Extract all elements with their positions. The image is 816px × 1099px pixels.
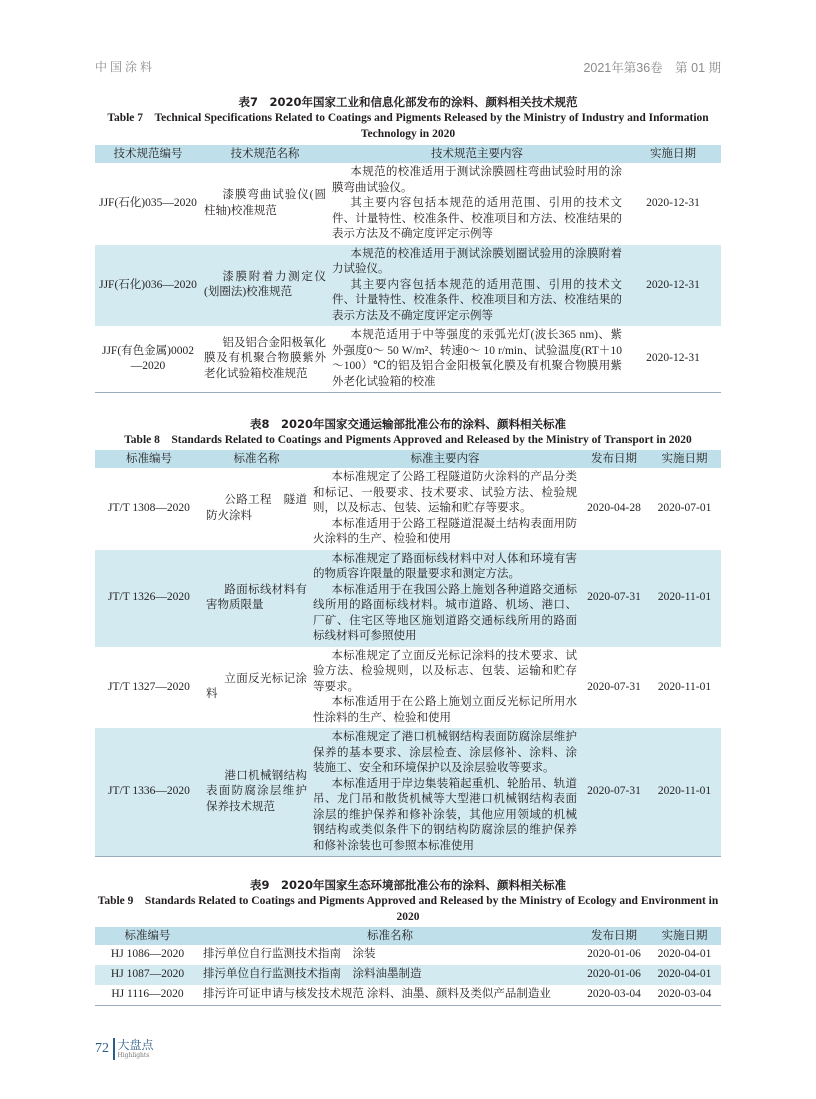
name-cell	[203, 468, 310, 550]
content-cell	[310, 468, 580, 550]
content-cell	[329, 163, 625, 245]
content-paragraph: 本标准适用于在我国公路上施划各种道路交通标线所用的路面标线材料。城市道路、机场、港口、厂矿、住宅区等地区施划道路交通标线所用的路面标线材料可参照使用	[313, 583, 577, 642]
content-paragraph: 本标准规定了立面反光标记涂料的技术要求、试验方法、检验规则，以及标志、包装、运输和贮存等要求。	[313, 649, 577, 693]
code-cell: JT/T 1327—2020	[108, 680, 190, 693]
content-paragraph: 本标准规定了路面标线材料中对人体和环境有害的物质容许限量的限量要求和测定方法。	[313, 552, 577, 580]
table-row	[95, 245, 721, 327]
content-paragraph: 本规范的校准适用于测试涂膜圆柱弯曲试验时用的涂膜弯曲试验仪。	[332, 166, 622, 194]
table-row	[95, 965, 721, 985]
date-cell: 2020-12-31	[646, 197, 700, 209]
column-header: 发布日期	[580, 927, 648, 945]
column-header: 技术规范编号	[95, 145, 201, 163]
table-row	[95, 985, 721, 1005]
column-header: 标准主要内容	[310, 450, 580, 468]
code-cell: JT/T 1308—2020	[108, 502, 190, 514]
standard-name: 路面标线材料有害物质限量	[206, 583, 307, 611]
table8	[95, 450, 721, 857]
standard-name: 公路工程 隧道防火涂料	[206, 494, 307, 522]
content-cell	[329, 245, 625, 327]
date-cell: 2020-04-01	[657, 948, 712, 961]
table-row	[95, 647, 721, 729]
footer-divider	[113, 1038, 115, 1060]
standard-name: 港口机械钢结构表面防腐涂层维护保养技术规范	[206, 769, 307, 813]
page-footer	[95, 1038, 154, 1060]
date-cell: 2020-07-01	[657, 502, 712, 514]
column-header: 实施日期	[625, 145, 721, 163]
code-cell: JT/T 1336—2020	[95, 728, 203, 857]
column-header: 实施日期	[648, 927, 721, 945]
column-header: 标准编号	[95, 450, 203, 468]
date-cell: 2020-04-01	[648, 965, 721, 985]
table9	[95, 927, 721, 1006]
code-cell: JJF(有色金属)0002—2020	[95, 326, 201, 393]
date-cell: 2020-12-31	[625, 245, 721, 327]
code-cell: HJ 1116—2020	[95, 985, 200, 1005]
table8-caption	[95, 416, 721, 448]
column-header: 标准名称	[200, 927, 580, 945]
code-cell: JT/T 1326—2020	[95, 550, 203, 647]
content-paragraph: 本标准规定了公路工程隧道防火涂料的产品分类和标记、一般要求、技术要求、试验方法、检验规则，以及标志、包装、运输和贮存等要求。	[313, 471, 577, 514]
content-paragraph: 其主要内容包括本规范的适用范围、引用的技术文件、计量特性、校准条件、校准项目和方法、校准结果的表示方法及不确定度评定示例等	[332, 197, 622, 240]
pub-cell: 2020-01-06	[580, 965, 648, 985]
section-subtitle: Highlights	[117, 1051, 150, 1059]
content-paragraph: 本规范的校准适用于测试涂膜划圈试验用的涂膜附着力试验仪。	[332, 247, 622, 275]
column-header: 标准名称	[203, 450, 310, 468]
table-row	[95, 945, 721, 965]
standard-name: 立面反光标记涂料	[206, 672, 307, 701]
code-cell: JJF(石化)035—2020	[99, 197, 197, 209]
standard-name: 漆膜附着力测定仪(划圈法)校准规范	[204, 270, 326, 299]
column-header: 发布日期	[580, 450, 648, 468]
content-paragraph: 本标准适用于岸边集装箱起重机、轮胎吊、轨道吊、龙门吊和散货机械等大型港口机械钢结构表面涂层的维护保养和修补涂装，其他应用领域的机械钢结构或类似条件下的钢结构防腐涂层的维护保养和修补涂装也可参照本标准使用	[313, 777, 577, 852]
table8-caption-zh: 表8 2020年国家交通运输部批准公布的涂料、颜料相关标准	[249, 417, 566, 431]
column-header: 实施日期	[648, 450, 721, 468]
pub-cell: 2020-03-04	[580, 985, 648, 1005]
code-cell: HJ 1087—2020	[95, 965, 200, 985]
table9-caption	[95, 877, 721, 925]
table-row	[95, 326, 721, 393]
code-cell: HJ 1086—2020	[110, 948, 185, 961]
content-cell	[329, 326, 625, 393]
pub-cell: 2020-07-31	[580, 550, 648, 647]
standard-name: 铝及铝合金阳极氧化膜及有机聚合物膜紫外老化试验箱校准规范	[204, 336, 326, 380]
name-cell	[203, 550, 310, 647]
date-cell: 2020-11-01	[648, 550, 721, 647]
name-cell: 排污单位自行监测技术指南 涂装	[203, 948, 376, 961]
table8-caption-en: Table 8 Standards Related to Coatings and Pigments Approved and Released by the Ministry of Transport in 2020	[124, 434, 692, 446]
code-cell: JJF(石化)036—2020	[95, 245, 201, 327]
pub-cell: 2020-01-06	[587, 948, 641, 961]
content-paragraph: 本标准适用于公路工程隧道混凝土结构表面用防火涂料的生产、检验和使用	[313, 517, 577, 545]
table7-caption-zh: 表7 2020年国家工业和信息化部发布的涂料、颜料相关技术规范	[238, 95, 578, 109]
pub-cell: 2020-07-31	[587, 680, 641, 693]
journal-name: 中国涂料	[95, 60, 156, 74]
table9-caption-en: Table 9 Standards Related to Coatings and Pigments Approved and Released by the Ministry of Ecology and Environment in 2020	[97, 895, 719, 923]
date-cell: 2020-12-31	[625, 326, 721, 393]
table7	[95, 145, 721, 393]
content-cell	[310, 647, 580, 729]
name-cell: 排污单位自行监测技术指南 涂料油墨制造	[200, 965, 580, 985]
standard-name: 漆膜弯曲试验仪(圆柱轴)校准规范	[204, 189, 326, 217]
name-cell	[201, 245, 329, 327]
content-paragraph: 其主要内容包括本规范的适用范围、引用的技术文件、计量特性、校准条件、校准项目和方法、校准结果的表示方法及不确定度评定示例等	[332, 278, 622, 322]
page-number: 72	[95, 1041, 109, 1056]
date-cell: 2020-11-01	[657, 680, 712, 693]
content-cell	[310, 728, 580, 857]
table-row	[95, 728, 721, 857]
content-paragraph: 本标准规定了港口机械钢结构表面防腐涂层维护保养的基本要求、涂层检查、涂层修补、涂料、涂装施工、安全和环境保护以及涂层验收等要求。	[313, 731, 577, 774]
name-cell	[203, 728, 310, 857]
date-cell: 2020-03-04	[648, 985, 721, 1005]
content-cell	[310, 550, 580, 647]
column-header: 技术规范名称	[201, 145, 329, 163]
table-row	[95, 468, 721, 550]
name-cell	[201, 163, 329, 245]
table-row	[95, 550, 721, 647]
column-header: 技术规范主要内容	[329, 145, 625, 163]
content-paragraph: 本规范适用于中等强度的汞弧光灯(波长365 nm)、紫外强度0～ 50 W/m²、转速0～ 10 r/min、试验温度(RT＋10～100）℃的铝及铝合金阳极氧化膜及有机聚合物膜用紫外老化试验箱的校准	[332, 329, 622, 388]
issue-info: 2021年第36卷 第 01 期	[583, 61, 721, 75]
content-paragraph: 本标准适用于在公路上施划立面反光标记所用水性涂料的生产、检验和使用	[313, 696, 577, 724]
name-cell	[203, 647, 310, 729]
name-cell: 排污许可证申请与核发技术规范 涂料、油墨、颜料及类似产品制造业	[200, 985, 580, 1005]
table7-caption	[95, 94, 721, 142]
table7-caption-en: Table 7 Technical Specifications Related to Coatings and Pigments Released by the Ministry of Industry and Information Technology in 2020	[107, 112, 709, 140]
pub-cell: 2020-07-31	[580, 728, 648, 857]
pub-cell: 2020-04-28	[587, 502, 641, 514]
table9-caption-zh: 表9 2020年国家生态环境部批准公布的涂料、颜料相关标准	[249, 878, 566, 892]
column-header: 标准编号	[95, 927, 200, 945]
date-cell: 2020-11-01	[648, 728, 721, 857]
table-row	[95, 163, 721, 245]
section-title: 大盘点	[117, 1037, 154, 1052]
name-cell	[201, 326, 329, 393]
